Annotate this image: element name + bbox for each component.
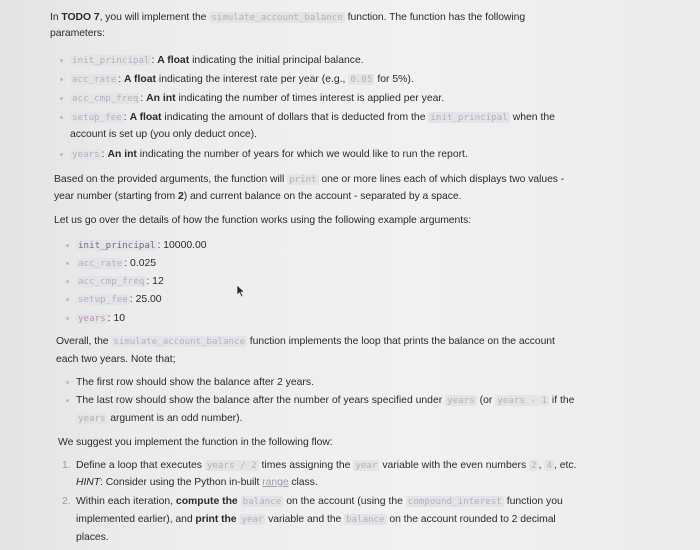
example-arg: years : 10 [76, 310, 125, 328]
param-item: acc_cmp_freq : An int indicating the number of times interest is applied per year. [70, 90, 444, 108]
param-item-continuation: account is set up (you only deduct once). [70, 129, 257, 140]
param-item: years : An int indicating the number of years for which we would like to run the report. [70, 146, 468, 164]
overall-line-2: each two years. Note that; [56, 354, 176, 365]
param-item: setup_fee : A float indicating the amount of dollars that is deducted from the init_principal when the [70, 109, 555, 127]
func-name-code: simulate_account_balance [211, 12, 343, 23]
overall-line-1: Overall, the simulate_account_balance function implements the loop that prints the balance on the account [56, 336, 555, 347]
example-arg: init_principal : 10000.00 [76, 237, 207, 255]
step-item: 2. Within each iteration, compute the balance on the account (using the compound_interest function you [62, 496, 563, 507]
todo-label: TODO 7 [61, 12, 100, 23]
param-item: acc_rate : A float indicating the interest rate per year (e.g., 0.05 for 5%). [70, 71, 414, 89]
note-item: The last row should show the balance after the number of years specified under years (or years - 1 if the [76, 392, 574, 410]
suggest-paragraph: We suggest you implement the function in the following flow: [58, 437, 333, 448]
step-hint: HINT: Consider using the Python in-built range class. [76, 477, 318, 488]
step-item: 1. Define a loop that executes years / 2 times assigning the year variable with the even numbers 2 , 4 , etc. [62, 460, 577, 471]
example-arg: setup_fee : 25.00 [76, 291, 162, 309]
range-link[interactable]: range [262, 477, 289, 488]
note-item: The first row should show the balance after 2 years. [76, 374, 314, 392]
intro-line-1: In TODO 7, you will implement the simulate_account_balance function. The function has the following [50, 12, 526, 23]
param-item: init_principal : A float indicating the initial principal balance. [70, 52, 364, 70]
step-item-continuation: implemented earlier), and print the year variable and the balance on the account rounded to 2 decimal [76, 514, 556, 525]
letus-paragraph: Let us go over the details of how the function works using the following example arguments: [54, 215, 472, 226]
based-line-1: Based on the provided arguments, the function will print one or more lines each of which displays two values - [54, 174, 565, 185]
mouse-pointer-icon [235, 284, 247, 298]
example-arg: acc_rate : 0.025 [76, 255, 156, 273]
step-item-continuation: places. [76, 532, 109, 543]
intro-line-2: parameters: [50, 28, 105, 39]
based-line-2: year number (starting from 2) and current balance on the account - separated by a space. [54, 191, 462, 202]
example-arg: acc_cmp_freq : 12 [76, 273, 164, 291]
note-item-continuation: years argument is an odd number). [78, 413, 243, 424]
